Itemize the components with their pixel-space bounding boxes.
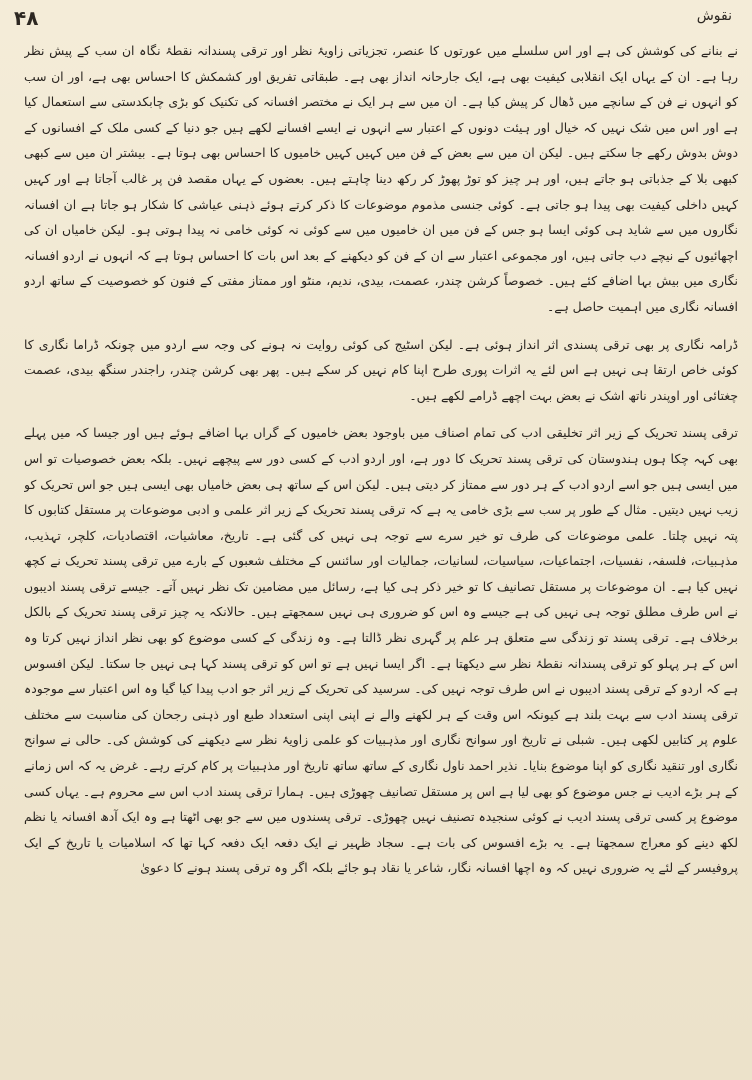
page-header <box>14 6 738 32</box>
page-body <box>24 38 738 1072</box>
paragraph-progressive-movement: ترقی پسند تحریک کے زیر اثر تخلیقی ادب کی تمام اصناف میں باوجود بعض خامیوں کے گراں بہا اضافے ہوئے ہیں اور جیسا کہ میں پہلے بھی کہہ چکا ہوں ہندوستان کی ترقی پسند تحریک کا دور ہے، اور اردو ادب کے کسی دور سے پیچھے نہیں۔ بلکہ بعض خصوصیات تو اس میں ایسی ہیں جو اسے اردو ادب کے ہر دور سے ممتاز کر دیتی ہیں۔ لیکن اس کے ساتھ ہی بعض خامیاں بھی ایسی ہیں جو اس تحریک کو زیب نہیں دیتیں۔ مثال کے طور پر سب سے بڑی خامی یہ ہے کہ ترقی پسند تحریک کے زیر اثر علمی و ادبی موضوعات پر مستقل کتابوں کا پتہ نہیں چلتا۔ علمی موضوعات کی طرف تو خیر سرے سے توجہ ہی نہیں کی گئی ہے۔ تاریخ، معاشیات، اقتصادیات، کلچر، تہذیب، مذہبیات، فلسفہ، نفسیات، اجتماعیات، سیاسیات، لسانیات، جمالیات اور سائنس کے مختلف شعبوں کے بارے میں ترقی پسند تحریک نے کچھ نہیں کیا ہے۔ ان موضوعات پر مستقل تصانیف کا تو خیر ذکر ہی کیا ہے، رسائل میں مضامین تک نظر نہیں آتے۔ جیسے ترقی پسند ادیبوں نے اس طرف مطلق توجہ ہی نہیں کی ہے جیسے وہ اس کو ضروری ہی نہیں سمجھتے ہیں۔ حالانکہ یہ چیز ترقی پسند تحریک کے بالکل برخلاف ہے۔ ترقی پسند تو زندگی سے متعلق ہر علم پر گہری نظر ڈالتا ہے۔ وہ زندگی کے کسی موضوع کو بھی نظر انداز نہیں کرتا وہ اس کے ہر پہلو کو ترقی پسندانہ نقطۂ نظر سے دیکھتا ہے۔ اگر ایسا نہیں ہے تو اس کو ترقی پسند کہا ہی نہیں جا سکتا۔ لیکن افسوس ہے کہ اردو کے ترقی پسند ادیبوں نے اس طرف توجہ نہیں کی۔ سرسید کی تحریک کے زیر اثر جو ادب پیدا کیا گیا وہ اس اعتبار سے موجودہ ترقی پسند ادب سے بہت بلند ہے کیونکہ اس وقت کے ہر لکھنے والے نے اپنی اپنی استعداد طبع اور ذہنی رجحان کی مناسبت سے مختلف علوم پر کتابیں لکھی ہیں۔ شبلی نے تاریخ اور سوانح نگاری اور مذہبیات کو علمی زاویۂ نظر سے دیکھنے کی کوشش کی۔ حالی نے سوانح نگاری اور تنقید نگاری کو اپنا موضوع بنایا۔ نذیر احمد ناول نگاری کے ساتھ ساتھ تاریخ اور مذہبیات پر کام کرتے رہے۔ غرض یہ کہ اس زمانے کے ہر بڑے ادیب نے جس موضوع کو بھی لیا ہے اس پر مستقل تصانیف چھوڑی ہیں۔ ہمارا ترقی پسند ادب اس سے محروم ہے۔ یہاں کسی موضوع پر کسی ترقی پسند ادیب نے کوئی سنجیدہ تصنیف نہیں چھوڑی۔ ترقی پسندوں میں سے جو بھی اٹھتا ہے وہ ایک آدھ افسانہ یا نظم لکھ دینے کو معراج سمجھتا ہے۔ یہ بڑے افسوس کی بات ہے۔ سجاد ظہیر نے ایک دفعہ ایک دفعہ کہا تھا کہ اسلامیات یا تاریخ کے ایک پروفیسر کے لئے یہ ضروری نہیں کہ وہ اچھا افسانہ نگار، شاعر یا نقاد ہو جائے بلکہ اگر وہ ترقی پسند ہونے کا دعویٰ <box>24 425 738 876</box>
paragraph-short-stories: نے بنانے کی کوشش کی ہے اور اس سلسلے میں عورتوں کا عنصر، تجزیاتی زاویۂ نظر اور ترقی پسندانہ نقطۂ نگاہ ان سب کے پیش نظر رہا ہے۔ ان کے یہاں ایک انقلابی کیفیت بھی ہے، ایک جارحانہ انداز بھی ہے۔ طبقاتی تفریق اور کشمکش کا احساس بھی ہے، اور ان سب کو انہوں نے فن کے سانچے میں ڈھال کر پیش کیا ہے۔ ان میں سے ہر ایک نے مختصر افسانہ کی تکنیک کو بڑی چابکدستی سے استعمال کیا ہے اور اس میں شک نہیں کہ خیال اور ہیئت دونوں کے اعتبار سے انہوں نے ایسے افسانے لکھے ہیں جو دنیا کے کسی ملک کے افسانوں کے دوش بدوش رکھے جا سکتے ہیں۔ لیکن ان میں سے بعض کے فن میں کہیں کہیں خامیوں کا احساس بھی ہوتا ہے۔ بیشتر ان میں سے کبھی کبھی بلا کے جذباتی ہو جاتے ہیں، اور ہر چیز کو توڑ پھوڑ کر رکھ دینا چاہتے ہیں۔ بعضوں کے یہاں مقصد فن پر غالب آجاتا ہے اور کہیں کہیں داخلی کیفیت بھی پیدا ہو جاتی ہے۔ کوئی جنسی مذموم موضوعات کا ذکر کرتے ہوئے ذہنی عیاشی کا شکار ہو جاتا ہے ان افسانہ نگاروں میں سے شاید ہی کوئی ایسا ہو جس کے فن میں ان خامیوں میں سے کوئی نہ کوئی خامی نہ پیدا ہوتی ہو۔ لیکن خامیاں ان کی اچھائیوں کے نیچے دب جاتی ہیں، اور مجموعی اعتبار سے ان کے فن کو دیکھنے کے بعد اس بات کا احساس ہوتا ہے کہ انہوں نے اردو افسانہ نگاری میں بیش بہا اضافے کئے ہیں۔ خصوصاً کرشن چندر، عصمت، بیدی، ندیم، منٹو اور ممتاز مفتی کے فنون کو خصوصیت کے ساتھ اردو افسانہ نگاری میں اہمیت حاصل ہے۔ <box>24 43 738 314</box>
page-number: ۴۸ <box>14 6 39 30</box>
paragraph-drama: ڈرامہ نگاری پر بھی ترقی پسندی اثر انداز ہوئی ہے۔ لیکن اسٹیج کی کوئی روایت نہ ہونے کی وجہ سے اردو میں چونکہ ڈراما نگاری کا کوئی خاص ارتقا ہی نہیں ہے اس لئے یہ اثرات پوری طرح اپنا کام نہیں کر سکے ہیں۔ پھر بھی کرشن چندر، راجندر سنگھ بیدی، عصمت چغتائی اور اوپندر ناتھ اشک نے بعض بہت اچھے ڈرامے لکھے ہیں۔ <box>24 336 738 403</box>
running-head: نقوش <box>696 8 732 24</box>
